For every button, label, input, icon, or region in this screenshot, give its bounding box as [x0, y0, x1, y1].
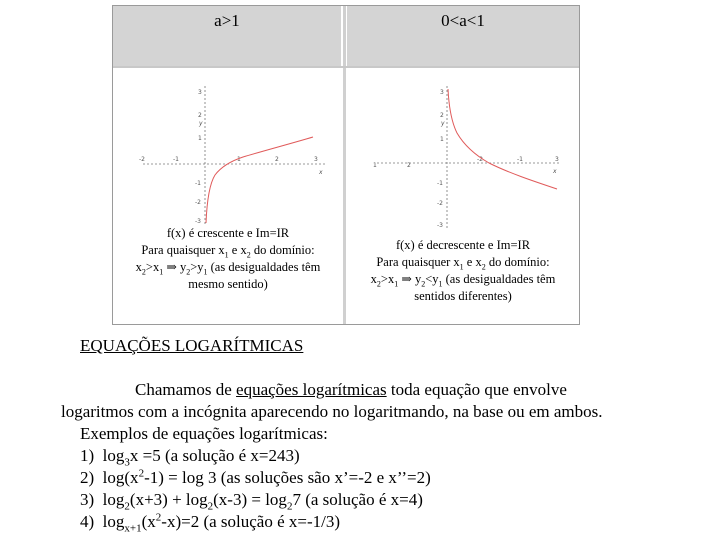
- x-tick: 3: [555, 156, 559, 163]
- x-tick: -1: [173, 156, 179, 163]
- y-tick: -2: [195, 199, 201, 206]
- y-tick: 3: [440, 89, 444, 96]
- x-tick: -1: [517, 156, 523, 163]
- example-number: 2): [80, 468, 95, 487]
- intro-line-2: logaritmos com a incógnita aparecendo no logaritmando, na base ou em ambos.: [61, 402, 603, 421]
- y-tick: -3: [437, 222, 443, 229]
- section-heading: EQUAÇÕES LOGARÍTMICAS: [80, 336, 304, 355]
- desc-line: $x_2>x_1$ ⇒ $y_2>y_1$ (as desigualdades têm: [135, 260, 321, 277]
- comparison-table: [112, 5, 580, 325]
- x-tick: 3: [314, 156, 318, 163]
- y-tick: 1: [198, 135, 202, 142]
- y-tick: -3: [195, 218, 201, 225]
- y-tick: 1: [440, 136, 444, 143]
- desc-line: mesmo sentido): [188, 277, 268, 291]
- desc-line: $x_2>x_1$ ⇒ $y_2<y_1$ (as desigualdades têm: [370, 272, 556, 289]
- x-tick: -2: [477, 156, 483, 163]
- description-increasing: [113, 225, 343, 293]
- log-curve-decreasing: [448, 89, 557, 189]
- y-tick: 3: [198, 89, 202, 96]
- description-decreasing: [347, 237, 579, 305]
- x-tick: 2: [407, 162, 411, 169]
- example-number: 3): [80, 490, 95, 509]
- example-item: 4) $\log_{x+1}(x^2-x)=2$ (a solução é x=-1/3): [80, 511, 341, 535]
- y-axis-label: y: [441, 120, 445, 127]
- y-tick: 2: [198, 112, 202, 119]
- log-curve-increasing: [206, 137, 313, 223]
- y-tick: 2: [440, 112, 444, 119]
- header-divider: [113, 66, 579, 68]
- desc-line: Para quaisquer $x_1$ e $x_2$ do domínio:: [376, 255, 550, 272]
- term-highlight: equações logarítmicas: [236, 380, 387, 399]
- examples-title: Exemplos de equações logarítmicas:: [80, 424, 328, 443]
- x-tick: 1: [373, 162, 377, 169]
- desc-line: Para quaisquer $x_1$ e $x_2$ do domínio:: [141, 243, 315, 260]
- x-axis-label: x: [319, 169, 323, 176]
- example-number: 1): [80, 446, 95, 465]
- y-tick: -1: [437, 180, 443, 187]
- example-number: 4): [80, 512, 95, 531]
- x-tick: 1: [237, 156, 241, 163]
- example-item: 2) $\log(x^2-1) = \log 3$ (as soluções são x’=-2 e x’’=2): [80, 467, 431, 487]
- desc-line: sentidos diferentes): [414, 289, 512, 303]
- example-item: 3) $\log_2(x+3) + \log_2(x-3) = \log_27$ (a solução é x=4): [80, 490, 423, 513]
- desc-line: f(x) é decrescente e Im=IR: [395, 238, 531, 252]
- example-item: 1) $\log_3x =5$ (a solução é x=243): [80, 446, 300, 469]
- desc-line: f(x) é crescente e Im=IR: [166, 226, 290, 240]
- graph-decreasing-log: [367, 81, 567, 231]
- x-axis-label: x: [553, 168, 557, 175]
- y-tick: -1: [195, 180, 201, 187]
- x-tick: -2: [139, 156, 145, 163]
- header-a-between-0-1: 0<a<1: [347, 6, 579, 66]
- intro-line-1: Chamamos de equações logarítmicas toda equação que envolve: [135, 380, 567, 399]
- y-tick: -2: [437, 200, 443, 207]
- header-a-greater-1: a>1: [113, 6, 341, 66]
- graph-increasing-log: [133, 81, 333, 226]
- x-tick: 2: [275, 156, 279, 163]
- column-divider: [343, 6, 346, 324]
- y-axis-label: y: [199, 120, 203, 127]
